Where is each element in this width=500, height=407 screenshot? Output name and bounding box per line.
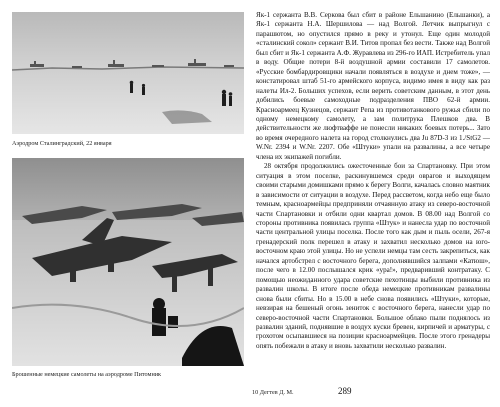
figure-abandoned-aircraft-photo xyxy=(12,158,244,366)
page-number: 289 xyxy=(338,386,352,396)
footer-signature: 10 Дегтев Д. М. xyxy=(252,389,294,396)
figure-airfield-winter-photo xyxy=(12,12,244,134)
paragraph-2: 28 октября продолжились ожесточенные бои за Спартановку. При этом ситуация в этом поселке, раскинувшемся среди оврагов и выходящем своими старыми домишками прямо к берегу Волги, качалась словно маятник в зависимости от ситуации в воздухе. Перед рассветом, когда небо еще было темным, красноармейцы предприняли отчаянную атаку из северо-восточной части Спартановки и отбили одни квартал домов. В 08.00 над Волгой со стороны противника появилась группа «Штук» и нанесла удар по восточной части центральной улицы поселка. После того как дым и пыль осели, 267-я гренадерский полк перешел в атаку и захватил несколько домов на юго-восточном краю этой улицы. Но не успели немцы там сесть закрепиться, как начался артобстрел с восточного берега, дополнявшийся залпами «Катюш», после чего в 12.00 послышался крик «ура!», предваривший контратаку. С помощью неожиданного удара советские пехотинцы выбили противника из развалин школы. В итоге после обеда немецкие противникам развалины снова были сбиты. Но в 15.00 в небе снова появились «Штуки», которые, невзирая на бешеный огонь зениток с восточного берега, нанесли удар по северо-восточной части Спартановки. Большое облако пыли поднялось из развалин зданий, поднявшие в воздух куски бревен, кирпичей и арматуры, с грохотом осыпавшиеся на позиции красноармейцев. После этого гренадеры опять побежали в атаку и вновь захватили несколько развалин. xyxy=(256,162,490,350)
paragraph-1: Як-1 сержанта В.В. Серкова был сбит в районе Ельшанино (Ельшанки), а Як-1 сержанта Н.А. Шершилова — над Волгой. Летчик выпрыгнул с парашютом, но опустился прямо в реку и утонул. Еще один молодой «сталинский сокол» сержант В.И. Титов пропал без вести. Также над Волгой был сбит и Як-1 сержанта А.Ф. Журавлева из 296-го ИАП. Истребитель упал в воду. Общие потери 8-й воздушной армии составили 17 самолетов. «Русские бомбардировщики начали появляться в воздухе и днем тоже», — констатировал штаб 51-го армейского корпуса, видимо имея в виду как раз налеты Ил-2. Больших успехов, если верить советским данным, в этот день добились боевые самоходные подразделения ПВО 62-й армии. Красноармеец Кузнецов, сержант Репа из противотанкового ружья сбили по одному немецкому самолету, а зам политрука Плешков два. В действительности же люфтваффе не понесли никаких боевых потерь... Зато во время очередного налета на город столкнулись два Ju 87D-3 из 1./StG2 — W.Nr. 2394 и W.Nr. 2207. Обе «Штуки» упали на развалины, а все четыре члена их экипажей погибли. xyxy=(256,11,490,161)
main-text-column xyxy=(256,11,490,351)
figure-2-caption: Брошенные немецкие самолеты на аэродроме Питомник xyxy=(12,371,162,378)
figure-1-caption: Аэродром Сталинградский, 22 января xyxy=(12,140,112,147)
